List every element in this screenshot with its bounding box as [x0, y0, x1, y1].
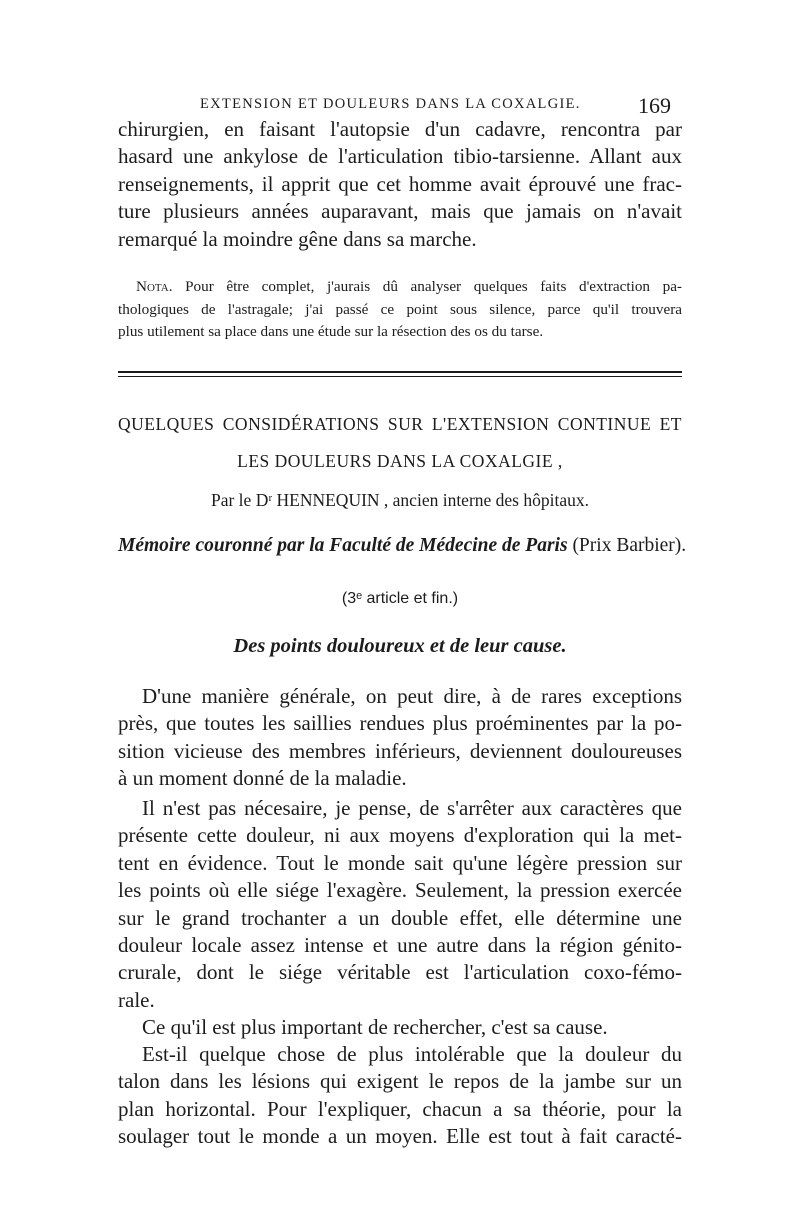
text-line: talon dans les lésions qui exigent le repos de la jambe sur un	[118, 1069, 682, 1094]
text-line: Ce qu'il est plus important de rechercher, c'est sa cause.	[142, 1015, 608, 1039]
section-rule-thick	[118, 371, 682, 373]
article-title-line-1: QUELQUES CONSIDÉRATIONS SUR L'EXTENSION CONTINUE ET	[118, 414, 682, 434]
text-line: plan horizontal. Pour l'expliquer, chacun a sa théorie, pour la	[118, 1096, 682, 1121]
text-line: les points où elle siége l'exagère. Seulement, la pression exercée	[118, 878, 682, 903]
body-paragraph	[118, 795, 682, 1014]
text-line: D'une manière générale, on peut dire, à de rares exceptions	[142, 684, 682, 708]
note-label: Nota.	[136, 278, 173, 295]
text-line: chirurgien, en faisant l'autopsie d'un cadavre, rencontra par	[118, 117, 682, 141]
text-line: remarqué la moindre gêne dans sa marche.	[118, 226, 477, 251]
top-paragraph	[118, 116, 682, 253]
note-line: thologiques de l'astragale; j'ai passé ce point sous silence, parce qu'il trouvera	[118, 300, 682, 318]
text-line: douleur locale assez intense et une autre dans la région génito-	[118, 932, 682, 957]
note-text: Pour être complet, j'aurais dû analyser quelques faits d'extraction pa-	[185, 278, 682, 295]
text-line: hasard une ankylose de l'articulation tibio-tarsienne. Allant aux	[118, 144, 682, 169]
body-paragraph	[118, 683, 682, 793]
text-line: soulager tout le monde a un moyen. Elle est tout à fait caracté-	[118, 1124, 682, 1149]
body-paragraph	[118, 1014, 682, 1041]
text-line: tent en évidence. Tout le monde sait qu'une légère pression sur	[118, 850, 682, 875]
author-byline: Par le Dʳ HENNEQUIN , ancien interne des hôpitaux.	[210, 490, 589, 510]
text-line: sur le grand trochanter a un double effet, elle détermine une	[118, 905, 682, 930]
running-head: EXTENSION ET DOULEURS DANS LA COXALGIE.	[200, 96, 581, 112]
text-line: sition vicieuse des membres inférieurs, deviennent douloureuses	[118, 738, 682, 763]
memoire-line	[118, 535, 687, 557]
section-heading: Des points douloureux et de leur cause.	[233, 635, 567, 657]
text-line: ture plusieurs années auparavant, mais que jamais on n'avait	[118, 199, 682, 224]
body-paragraph	[118, 1041, 682, 1151]
article-title-line-2: LES DOULEURS DANS LA COXALGIE ,	[237, 451, 563, 471]
footnote	[118, 276, 682, 344]
note-line: plus utilement sa place dans une étude sur la résection des os du tarse.	[118, 323, 544, 340]
text-line: présente cette douleur, ni aux moyens d'exploration qui la met-	[118, 823, 682, 848]
article-number: (3ᵉ article et fin.)	[341, 590, 459, 607]
section-rule-thin	[118, 376, 682, 377]
page-number: 169	[638, 93, 671, 118]
text-line: rale.	[118, 987, 155, 1012]
memoire-prize: (Prix Barbier).	[572, 535, 687, 556]
text-line: crurale, dont le siége véritable est l'articulation coxo-fémo-	[118, 960, 682, 985]
text-line: renseignements, il apprit que cet homme avait éprouvé une frac-	[118, 171, 682, 196]
note-line	[118, 276, 682, 299]
memoire-italic: Mémoire couronné par la Faculté de Médecine de Paris	[118, 535, 568, 556]
text-line: Il n'est pas nécesaire, je pense, de s'arrêter aux caractères que	[142, 796, 682, 820]
text-line: près, que toutes les saillies rendues plus proéminentes par la po-	[118, 711, 682, 736]
text-line: Est-il quelque chose de plus intolérable que la douleur du	[142, 1042, 682, 1066]
text-line: à un moment donné de la maladie.	[118, 766, 407, 791]
